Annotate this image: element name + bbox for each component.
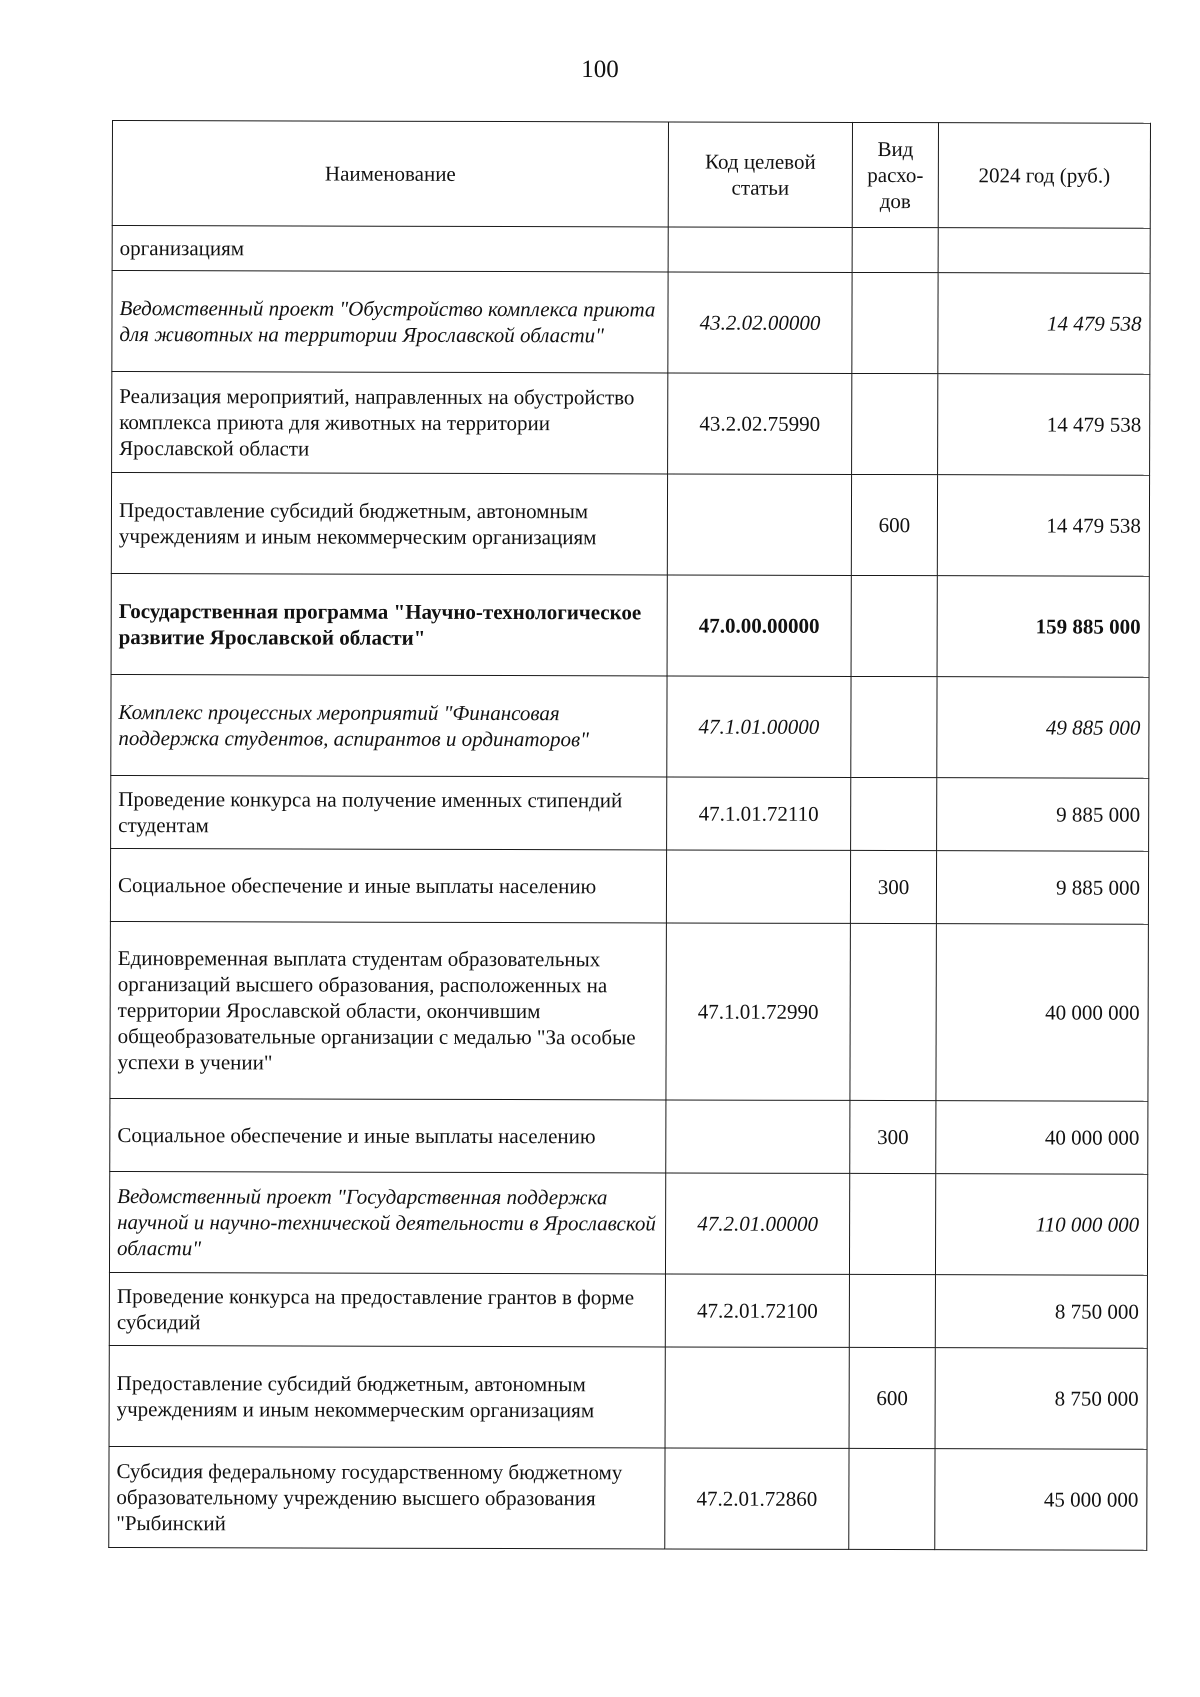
cell-kind: [849, 1274, 935, 1347]
cell-sum: [938, 228, 1150, 274]
cell-sum: 159 885 000: [937, 576, 1149, 678]
cell-sum: 110 000 000: [935, 1174, 1147, 1276]
cell-name: Единовременная выплата студентам образовательных организаций высшего образования, расположенных на территории Ярославской области, окончившим общеобразовательные организации с медалью "За особые успехи в учении": [110, 921, 666, 1099]
cell-kind: 600: [849, 1347, 935, 1448]
cell-kind: [852, 227, 938, 272]
budget-table: [108, 120, 1151, 1551]
cell-code: [668, 227, 852, 272]
cell-name: Социальное обеспечение и иные выплаты населению: [110, 848, 666, 922]
table-body: [109, 226, 1150, 1551]
table-header: [112, 121, 1150, 229]
cell-sum: 9 885 000: [936, 851, 1148, 925]
table-row: [111, 674, 1149, 778]
table-row: [110, 848, 1148, 924]
cell-kind: 600: [851, 474, 937, 575]
header-name: Наименование: [112, 121, 668, 227]
cell-sum: 49 885 000: [937, 677, 1149, 779]
cell-name: Проведение конкурса на получение именных стипендий студентам: [111, 775, 667, 849]
cell-kind: [852, 272, 938, 373]
table-row: [109, 1345, 1147, 1449]
table-row: [110, 921, 1148, 1101]
cell-name: Проведение конкурса на предоставление грантов в форме субсидий: [109, 1272, 665, 1346]
cell-kind: [852, 373, 938, 474]
cell-name: Социальное обеспечение и иные выплаты населению: [110, 1098, 666, 1172]
cell-sum: 45 000 000: [935, 1449, 1147, 1551]
table-row: [109, 1171, 1147, 1275]
cell-name: Комплекс процессных мероприятий "Финансовая поддержка студентов, аспирантов и ординаторов": [111, 674, 667, 776]
budget-table-wrapper: [108, 120, 1150, 1551]
table-row: [109, 1446, 1147, 1550]
cell-code: 47.1.01.72110: [667, 777, 851, 850]
cell-code: [666, 1100, 850, 1173]
cell-kind: [851, 777, 937, 850]
cell-code: 47.2.01.00000: [665, 1173, 849, 1274]
cell-kind: [849, 1173, 935, 1274]
table-row: [112, 271, 1150, 375]
cell-kind: 300: [850, 1100, 936, 1173]
cell-sum: 8 750 000: [935, 1275, 1147, 1349]
cell-name: организациям: [112, 226, 668, 272]
cell-name: Ведомственный проект "Обустройство комплекса приюта для животных на территории Ярославской области": [112, 271, 668, 373]
cell-sum: 14 479 538: [938, 374, 1150, 476]
header-code: Код целевой статьи: [668, 122, 852, 227]
cell-sum: 8 750 000: [935, 1348, 1147, 1450]
cell-code: 47.2.01.72100: [665, 1274, 849, 1347]
header-row: [112, 121, 1150, 229]
cell-sum: 9 885 000: [937, 778, 1149, 852]
cell-kind: [851, 575, 937, 676]
cell-sum: 14 479 538: [938, 273, 1150, 375]
header-sum: 2024 год (руб.): [938, 123, 1150, 229]
cell-code: 47.1.01.72990: [666, 923, 850, 1100]
page-number: 100: [581, 56, 619, 83]
cell-code: 47.2.01.72860: [665, 1448, 849, 1549]
cell-sum: 40 000 000: [936, 1101, 1148, 1175]
cell-name: Ведомственный проект "Государственная поддержка научной и научно-технической деятельности в Ярославской области": [109, 1171, 665, 1273]
cell-code: [667, 474, 851, 575]
cell-name: Предоставление субсидий бюджетным, автономным учреждениям и иным некоммерческим организациям: [111, 473, 667, 575]
cell-sum: 40 000 000: [936, 924, 1148, 1102]
cell-code: 43.2.02.00000: [668, 272, 852, 373]
cell-code: [665, 1347, 849, 1448]
table-row: [112, 226, 1150, 274]
cell-name: Реализация мероприятий, направленных на обустройство комплекса приюта для животных на территории Ярославской области: [112, 372, 668, 474]
cell-name: Субсидия федеральному государственному бюджетному образовательному учреждению высшего образования "Рыбинский: [109, 1446, 665, 1548]
cell-kind: [851, 676, 937, 777]
table-row: [112, 372, 1150, 476]
cell-kind: [849, 1448, 935, 1549]
cell-name: Предоставление субсидий бюджетным, автономным учреждениям и иным некоммерческим организациям: [109, 1345, 665, 1447]
header-kind: Вид расхо-дов: [852, 122, 938, 227]
table-row: [111, 473, 1149, 577]
table-row: [111, 775, 1149, 851]
cell-code: [666, 850, 850, 923]
cell-kind: [850, 923, 936, 1100]
cell-name: Государственная программа "Научно-технологическое развитие Ярославской области": [111, 573, 667, 675]
table-row: [109, 1272, 1147, 1348]
table-row: [110, 1098, 1148, 1174]
cell-code: 47.1.01.00000: [667, 676, 851, 777]
cell-kind: 300: [850, 850, 936, 923]
table-row: [111, 573, 1149, 677]
cell-code: 43.2.02.75990: [668, 373, 852, 474]
cell-code: 47.0.00.00000: [667, 575, 851, 676]
cell-sum: 14 479 538: [937, 475, 1149, 577]
